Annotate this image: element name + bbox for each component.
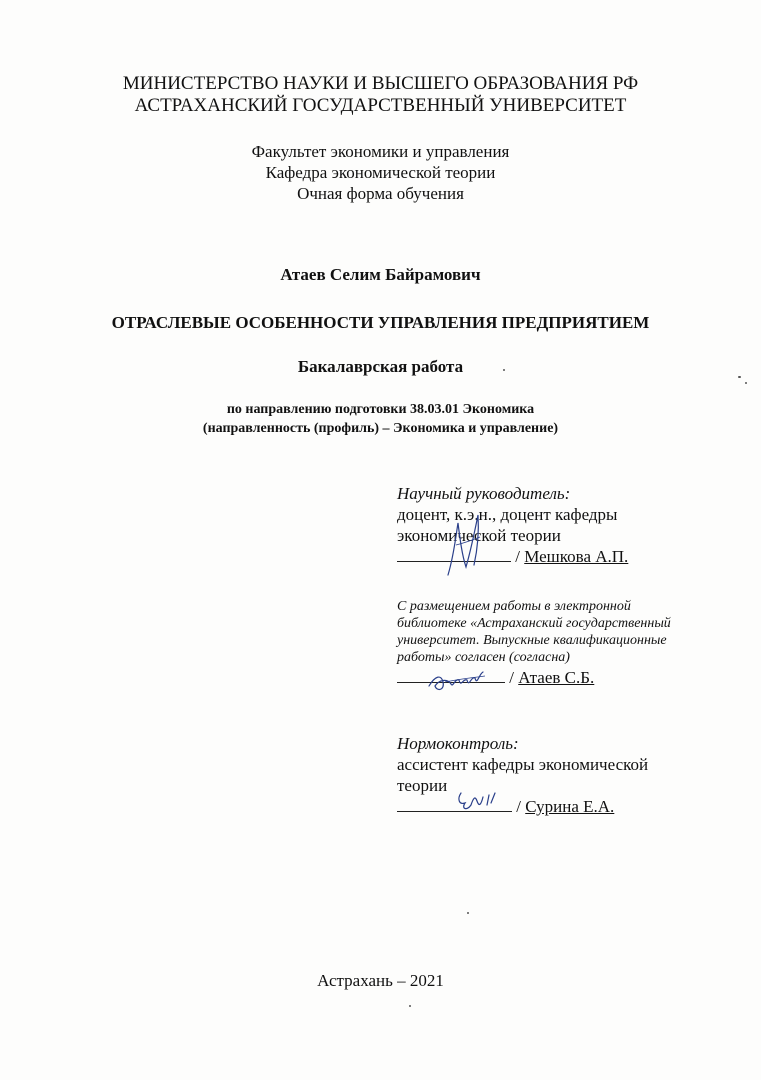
consent-signature-line (397, 668, 505, 683)
study-form: Очная форма обучения (297, 184, 464, 203)
normcontrol-position-2: теории (397, 776, 448, 795)
scan-speck (467, 912, 469, 914)
supervisor-signature-row (397, 546, 737, 567)
normcontrol-block (397, 733, 737, 817)
consent-line-1: С размещением работы в электронной (397, 599, 631, 614)
consent-block (397, 598, 737, 688)
scan-speck (745, 382, 747, 384)
direction-line-2: (направленность (профиль) – Экономика и управление) (202, 421, 559, 436)
supervisor-signature-line (397, 547, 511, 562)
normcontrol-name: Сурина Е.А. (525, 797, 615, 816)
consent-line-2: библиотеке «Астраханский государственный (397, 616, 671, 631)
author-name: Атаев Селим Байрамович (280, 265, 481, 284)
normcontrol-position-1: ассистент кафедры экономической (397, 755, 649, 774)
normcontrol-signature-row (397, 796, 737, 817)
work-type: Бакалаврская работа (297, 357, 464, 376)
supervisor-block (397, 483, 737, 567)
consent-signature-row (397, 667, 737, 688)
normcontrol-label: Нормоконтроль: (397, 734, 519, 753)
thesis-title: ОТРАСЛЕВЫЕ ОСОБЕННОСТИ УПРАВЛЕНИЯ ПРЕДПРИЯТИЕМ (111, 313, 650, 332)
supervisor-name: Мешкова А.П. (524, 547, 629, 566)
normcontrol-signature-line (397, 797, 512, 812)
ministry-name: МИНИСТЕРСТВО НАУКИ И ВЫСШЕГО ОБРАЗОВАНИЯ РФ (122, 73, 639, 94)
supervisor-position-2: экономической теории (397, 526, 561, 545)
supervisor-position-1: доцент, к.э.н., доцент кафедры (397, 505, 618, 524)
scan-speck (738, 376, 741, 378)
scan-speck (503, 369, 505, 371)
city-year: Астрахань – 2021 (317, 971, 444, 990)
supervisor-label: Научный руководитель: (397, 484, 571, 503)
direction-line-1: по направлению подготовки 38.03.01 Экономика (226, 402, 535, 417)
consent-line-3: университет. Выпускные квалификационные (397, 633, 667, 648)
university-name: АСТРАХАНСКИЙ ГОСУДАРСТВЕННЫЙ УНИВЕРСИТЕТ (134, 95, 627, 116)
consent-line-4: работы» согласен (согласна) (397, 650, 570, 665)
faculty-name: Факультет экономики и управления (251, 142, 510, 161)
scan-speck (409, 1005, 411, 1007)
signature-separator: / (512, 797, 526, 816)
signature-separator: / (511, 547, 525, 566)
signature-separator: / (505, 668, 519, 687)
consent-name: Атаев С.Б. (518, 668, 595, 687)
department-name: Кафедра экономической теории (265, 163, 496, 182)
